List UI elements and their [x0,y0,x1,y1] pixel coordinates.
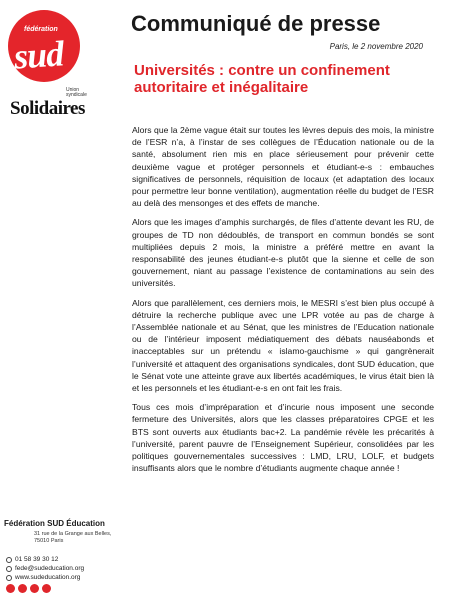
web-icon [6,575,12,581]
facebook-icon[interactable] [6,584,15,593]
logo-sud-text: sud [12,33,65,77]
contact-address: 31 rue de la Grange aux Belles, 75010 Paris [34,531,112,544]
contact-block [4,519,112,544]
contact-email-row[interactable] [6,565,84,572]
paragraph-3: Alors que parallèlement, ces derniers mois, le MESRI s’est bien plus occupé à détruire la recherche publique avec une LPR votée au pas de charge à l’Assemblée nationale et au Sénat, que les ministres de l’Education nationale ou de l’intérieur imposent médiatiquement des débats nauséabonds et inacceptables sur un prétendu « islamo-gauchisme » qui gangrènerait l’université et attaquent des organisations syndicales, dont SUD éducation, que le Sénat vote une atteinte grave aux libertés académiques, le virus était bien là et les personnels et les étudiant-e-s en ont fait les frais. [132,297,434,394]
press-date: Paris, le 2 novembre 2020 [329,42,423,51]
email-icon [6,566,12,572]
instagram-icon[interactable] [30,584,39,593]
logo-solidaires-text: Solidaires [10,98,85,119]
youtube-icon[interactable] [42,584,51,593]
logo-union-text: Union syndicale [66,87,87,98]
paragraph-1: Alors que la 2ème vague était sur toutes les lèvres depuis des mois, la ministre de l’ESR n’a, à l’instar de ses collègues de l’Éducation nationale ou de la santé, absolument rien mis en place sérieusement pour prévenir cette deuxième vague et protéger personnels et étudiant-e-s : embauches significatives de personnels, réquisition de locaux (et adaptation des locaux pour permettre leur bonne ventilation), augmentation réelle du budget de l’ESR au delà des mensonges et des effets de manche. [132,125,434,209]
paragraph-2: Alors que les images d’amphis surchargés, de files d’attente devant les RU, de groupes de TD non dédoublés, de transport en commun bondés se sont multipliées depuis 2 mois, la ministre a préféré mettre en avant la responsabilité des jeunes étudiant-e-s plutôt que la sienne et celle de son gouvernement, niant au passage l’existence de contaminations au sein des universités. [132,217,434,289]
social-links [6,584,51,593]
press-subtitle: Universités : contre un confinement autoritaire et inégalitaire [134,62,390,96]
contact-phone: 01 58 39 30 12 [15,556,59,563]
phone-icon [6,557,12,563]
page-title: Communiqué de presse [131,11,381,36]
contact-phone-row [6,556,58,563]
contact-website[interactable]: www.sudeducation.org [15,574,81,581]
sud-solidaires-logo [4,6,108,130]
paragraph-4: Tous ces mois d’impréparation et d’incurie nous imposent une seconde fermeture des Universités, alors que les classes préparatoires CPGE et les BTS sont ouverts aux étudiants bac+2. La pandémie révèle les précarités à l’université, parent pauvre de l’Enseignement Supérieur, consolidées par les politiques gouvernementales successives : LMD, LRU, LOLF, et budgets insuffisants alors que le nombre d’étudiants augmente chaque année ! [132,402,434,474]
twitter-icon[interactable] [18,584,27,593]
press-body [132,124,434,481]
logo-small-text: fédération [24,26,58,33]
contact-web-row[interactable] [6,574,80,581]
contact-title: Fédération SUD Éducation [4,519,105,528]
contact-email[interactable]: fede@sudeducation.org [15,565,85,572]
